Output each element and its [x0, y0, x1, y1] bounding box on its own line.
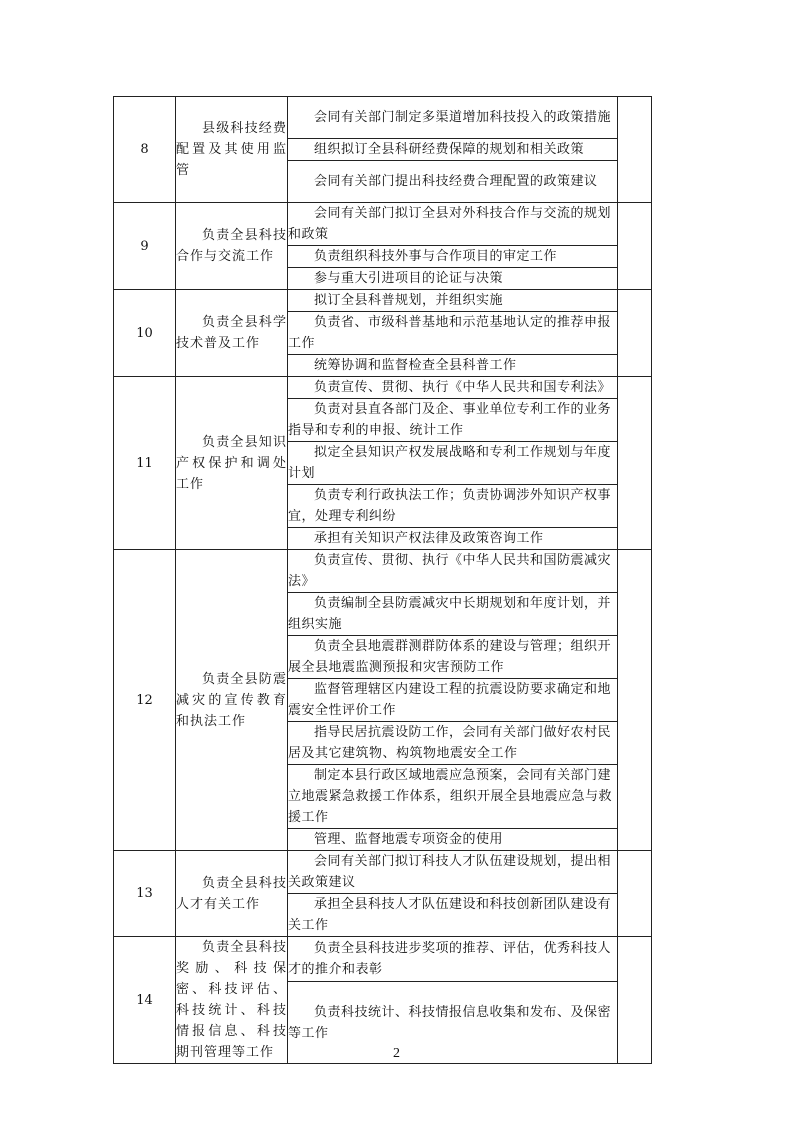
table-row [114, 203, 652, 246]
duty-item-cell [288, 679, 618, 722]
category-text: 负责全县科技奖励、科技保密、科技评估、科技统计、科技情报信息、科技期刊管理等工作 [176, 940, 287, 1060]
duty-item-text: 指导民居抗震设防工作，会同有关部门做好农村民居及其它建筑物、构筑物地震安全工作 [288, 725, 612, 761]
remarks-cell [618, 937, 652, 1064]
remarks-cell [618, 97, 652, 203]
duty-item-text: 承担有关知识产权法律及政策咨询工作 [314, 531, 544, 546]
category-text: 负责全县知识产权保护和调处工作 [176, 434, 287, 492]
duty-item-cell [288, 550, 618, 593]
duty-item-cell [288, 377, 618, 399]
remarks-cell [618, 377, 652, 550]
category-cell [176, 97, 288, 203]
duty-item-cell [288, 442, 618, 485]
duty-item-text: 组织拟订全县科研经费保障的规划和相关政策 [314, 142, 585, 157]
duty-table [113, 96, 652, 1064]
duty-item-text: 负责全县科技进步奖项的推荐、评估，优秀科技人才的推介和表彰 [288, 941, 612, 978]
duty-item-text: 管理、监督地震专项资金的使用 [314, 832, 504, 847]
duty-item-text: 负责专利行政执法工作；负责协调涉外知识产权事宜，处理专利纠纷 [288, 488, 612, 524]
category-cell [176, 377, 288, 550]
duty-item-text: 制定本县行政区域地震应急预案，会同有关部门建立地震紧急救援工作体系，组织开展全县地震应急与救援工作 [288, 768, 613, 825]
duty-item-text: 会同有关部门制定多渠道增加科技投入的政策措施 [314, 110, 612, 125]
category-cell [176, 203, 288, 290]
duty-item-text: 负责全县地震群测群防体系的建设与管理；组织开展全县地震监测预报和灾害预防工作 [288, 639, 612, 675]
category-text: 负责全县科学技术普及工作 [176, 315, 287, 351]
duty-item-text: 会同有关部门拟订全县对外科技合作与交流的规划和政策 [288, 206, 612, 242]
duty-item-text: 负责组织科技外事与合作项目的审定工作 [314, 249, 558, 264]
duty-item-cell [288, 851, 618, 894]
duty-item-cell [288, 937, 618, 982]
table-row [114, 290, 652, 312]
duty-item-text: 承担全县科技人才队伍建设和科技创新团队建设有关工作 [288, 897, 612, 933]
duty-item-text: 负责对县直各部门及企、事业单位专利工作的业务指导和专利的申报、统计工作 [288, 402, 612, 438]
duty-item-cell [288, 399, 618, 442]
duty-item-cell [288, 161, 618, 203]
duty-item-cell [288, 97, 618, 139]
table-row [114, 550, 652, 593]
remarks-cell [618, 550, 652, 851]
row-number: 11 [114, 377, 176, 550]
row-number: 10 [114, 290, 176, 377]
duty-item-text: 负责宣传、贯彻、执行《中华人民共和国防震减灾法》 [288, 553, 612, 589]
table-row [114, 97, 652, 139]
duty-item-cell [288, 528, 618, 550]
row-number: 14 [114, 937, 176, 1064]
duty-item-text: 负责省、市级科普基地和示范基地认定的推荐申报工作 [288, 315, 612, 351]
duty-item-text: 负责科技统计、科技情报信息收集和发布、及保密等工作 [288, 1004, 612, 1041]
row-number: 8 [114, 97, 176, 203]
remarks-cell [618, 851, 652, 937]
category-cell [176, 550, 288, 851]
category-text: 负责全县防震减灾的宣传教育和执法工作 [176, 671, 287, 729]
duty-item-text: 参与重大引进项目的论证与决策 [314, 271, 504, 286]
row-number: 13 [114, 851, 176, 937]
duty-item-cell [288, 355, 618, 377]
duty-item-text: 监督管理辖区内建设工程的抗震设防要求确定和地震安全性评价工作 [288, 682, 612, 718]
duty-item-text: 会同有关部门拟订科技人才队伍建设规划，提出相关政策建议 [288, 854, 612, 890]
category-cell [176, 937, 288, 1064]
duty-item-text: 会同有关部门提出科技经费合理配置的政策建议 [314, 174, 598, 189]
duty-item-text: 统筹协调和监督检查全县科普工作 [314, 358, 517, 373]
duty-item-cell [288, 829, 618, 851]
row-number: 12 [114, 550, 176, 851]
category-cell [176, 290, 288, 377]
duty-item-cell [288, 290, 618, 312]
duty-item-cell [288, 246, 618, 268]
duty-item-text: 负责编制全县防震减灾中长期规划和年度计划，并组织实施 [288, 596, 612, 632]
duty-item-cell [288, 894, 618, 937]
row-number: 9 [114, 203, 176, 290]
duty-item-cell [288, 203, 618, 246]
duty-item-text: 拟订全县科普规划，并组织实施 [314, 293, 504, 308]
category-text: 负责全县科技合作与交流工作 [176, 228, 287, 264]
duty-item-text: 拟定全县知识产权发展战略和专利工作规划与年度计划 [288, 445, 612, 481]
page-number: 2 [393, 1046, 400, 1061]
duty-table-body [114, 97, 652, 1064]
duty-item-cell [288, 139, 618, 161]
duty-item-cell [288, 593, 618, 636]
duty-item-cell [288, 722, 618, 765]
duty-item-text: 负责宣传、贯彻、执行《中华人民共和国专利法》 [314, 380, 612, 395]
category-text: 县级科技经费配置及其使用监管 [176, 121, 287, 178]
duty-item-cell [288, 485, 618, 528]
remarks-cell [618, 203, 652, 290]
table-row [114, 937, 652, 982]
duty-item-cell [288, 636, 618, 679]
duty-item-cell [288, 268, 618, 290]
category-text: 负责全县科技人才有关工作 [176, 875, 287, 912]
duty-item-cell [288, 765, 618, 829]
category-cell [176, 851, 288, 937]
table-row [114, 851, 652, 894]
remarks-cell [618, 290, 652, 377]
table-row [114, 377, 652, 399]
duty-item-cell [288, 312, 618, 355]
